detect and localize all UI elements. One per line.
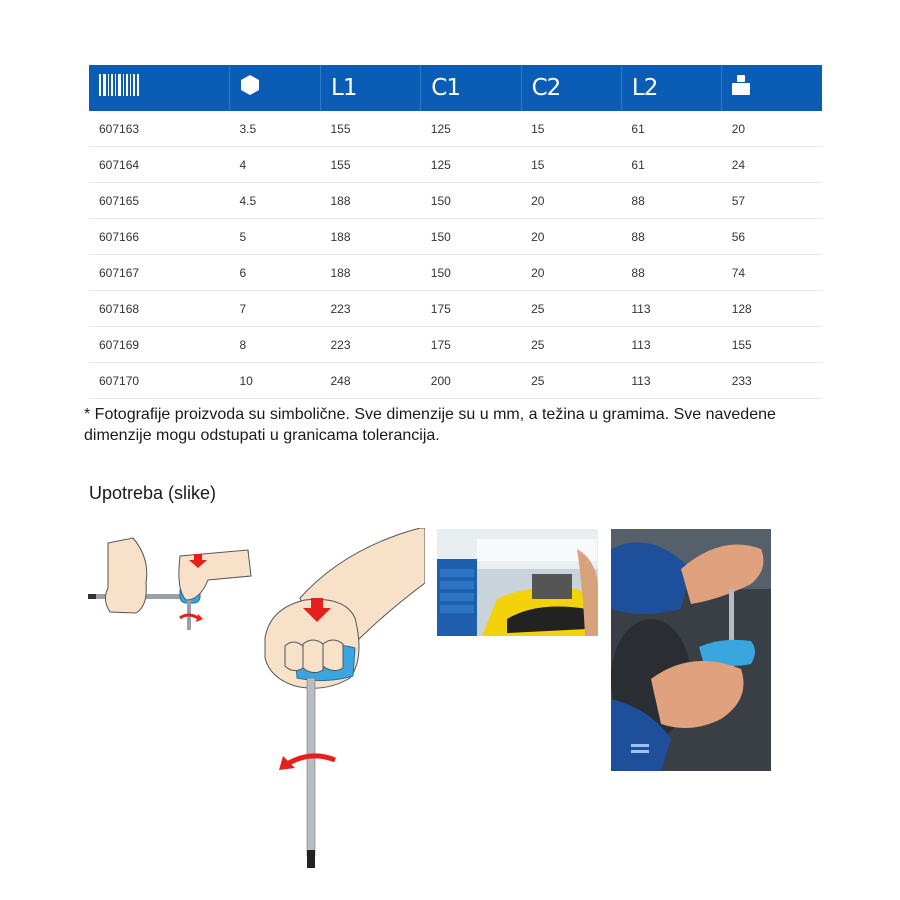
cell-l2: 88 — [621, 255, 721, 291]
cell-c2: 25 — [521, 363, 621, 399]
cell-article: 607163 — [89, 111, 230, 147]
cell-l1: 223 — [321, 327, 421, 363]
weight-icon — [732, 75, 750, 95]
table-row — [89, 183, 822, 219]
cell-c2: 25 — [521, 291, 621, 327]
cell-article: 607168 — [89, 291, 230, 327]
table-row — [89, 147, 822, 183]
header-c1 — [421, 65, 521, 111]
cell-l2: 113 — [621, 363, 721, 399]
barcode-icon — [99, 74, 139, 96]
cell-hex: 4.5 — [230, 183, 321, 219]
cell-c1: 150 — [421, 219, 521, 255]
cell-hex: 5 — [230, 219, 321, 255]
cell-c2: 15 — [521, 147, 621, 183]
cell-article: 607165 — [89, 183, 230, 219]
cell-weight: 24 — [722, 147, 822, 183]
cell-l2: 113 — [621, 327, 721, 363]
cell-l2: 113 — [621, 291, 721, 327]
usage-photo-hands — [611, 529, 771, 771]
cell-hex: 4 — [230, 147, 321, 183]
cell-c1: 150 — [421, 255, 521, 291]
cell-l1: 223 — [321, 291, 421, 327]
header-barcode — [89, 65, 230, 111]
cell-l1: 155 — [321, 111, 421, 147]
header-l1-label: L1 — [331, 75, 357, 101]
cell-weight: 74 — [722, 255, 822, 291]
cell-c1: 125 — [421, 147, 521, 183]
cell-l2: 88 — [621, 219, 721, 255]
cell-weight: 233 — [722, 363, 822, 399]
usage-section-title: Upotreba (slike) — [89, 483, 217, 503]
cell-article: 607164 — [89, 147, 230, 183]
table-row — [89, 255, 822, 291]
cell-c2: 25 — [521, 327, 621, 363]
table-row — [89, 327, 822, 363]
usage-photo-workshop — [437, 529, 598, 636]
disclaimer-note: * Fotografije proizvoda su simbolične. Sve dimenzije su u mm, a težina u gramima. Sve navedene dimenzije mogu odstupati u granicama tolerancija. — [84, 406, 776, 444]
header-c2-label: C2 — [531, 75, 561, 101]
cell-hex: 10 — [230, 363, 321, 399]
table-row — [89, 111, 822, 147]
cell-hex: 3.5 — [230, 111, 321, 147]
cell-article: 607167 — [89, 255, 230, 291]
cell-c2: 15 — [521, 111, 621, 147]
cell-l2: 61 — [621, 111, 721, 147]
cell-weight: 20 — [722, 111, 822, 147]
header-c2 — [521, 65, 621, 111]
cell-l1: 188 — [321, 183, 421, 219]
header-c1-label: C1 — [431, 75, 460, 101]
cell-c1: 125 — [421, 111, 521, 147]
cell-l1: 155 — [321, 147, 421, 183]
table-header-row — [89, 65, 822, 111]
spec-table — [89, 65, 822, 399]
table-row — [89, 219, 822, 255]
cell-hex: 8 — [230, 327, 321, 363]
cell-c1: 200 — [421, 363, 521, 399]
cell-l1: 188 — [321, 255, 421, 291]
cell-l1: 248 — [321, 363, 421, 399]
cell-article: 607166 — [89, 219, 230, 255]
cell-hex: 7 — [230, 291, 321, 327]
cell-l2: 61 — [621, 147, 721, 183]
cell-c1: 175 — [421, 327, 521, 363]
usage-illustration-horizontal — [88, 528, 253, 633]
header-l1 — [321, 65, 421, 111]
cell-hex: 6 — [230, 255, 321, 291]
cell-c2: 20 — [521, 219, 621, 255]
header-weight — [722, 65, 822, 111]
cell-c2: 20 — [521, 255, 621, 291]
table-row — [89, 291, 822, 327]
cell-c2: 20 — [521, 183, 621, 219]
header-l2-label: L2 — [631, 75, 658, 101]
cell-article: 607169 — [89, 327, 230, 363]
table-row — [89, 363, 822, 399]
cell-article: 607170 — [89, 363, 230, 399]
usage-illustration-vertical — [255, 528, 425, 876]
cell-weight: 128 — [722, 291, 822, 327]
cell-weight: 56 — [722, 219, 822, 255]
cell-l1: 188 — [321, 219, 421, 255]
header-hex-size — [230, 65, 321, 111]
cell-weight: 155 — [722, 327, 822, 363]
cell-l2: 88 — [621, 183, 721, 219]
hexagon-icon — [240, 74, 260, 96]
cell-weight: 57 — [722, 183, 822, 219]
header-l2 — [621, 65, 721, 111]
cell-c1: 150 — [421, 183, 521, 219]
cell-c1: 175 — [421, 291, 521, 327]
